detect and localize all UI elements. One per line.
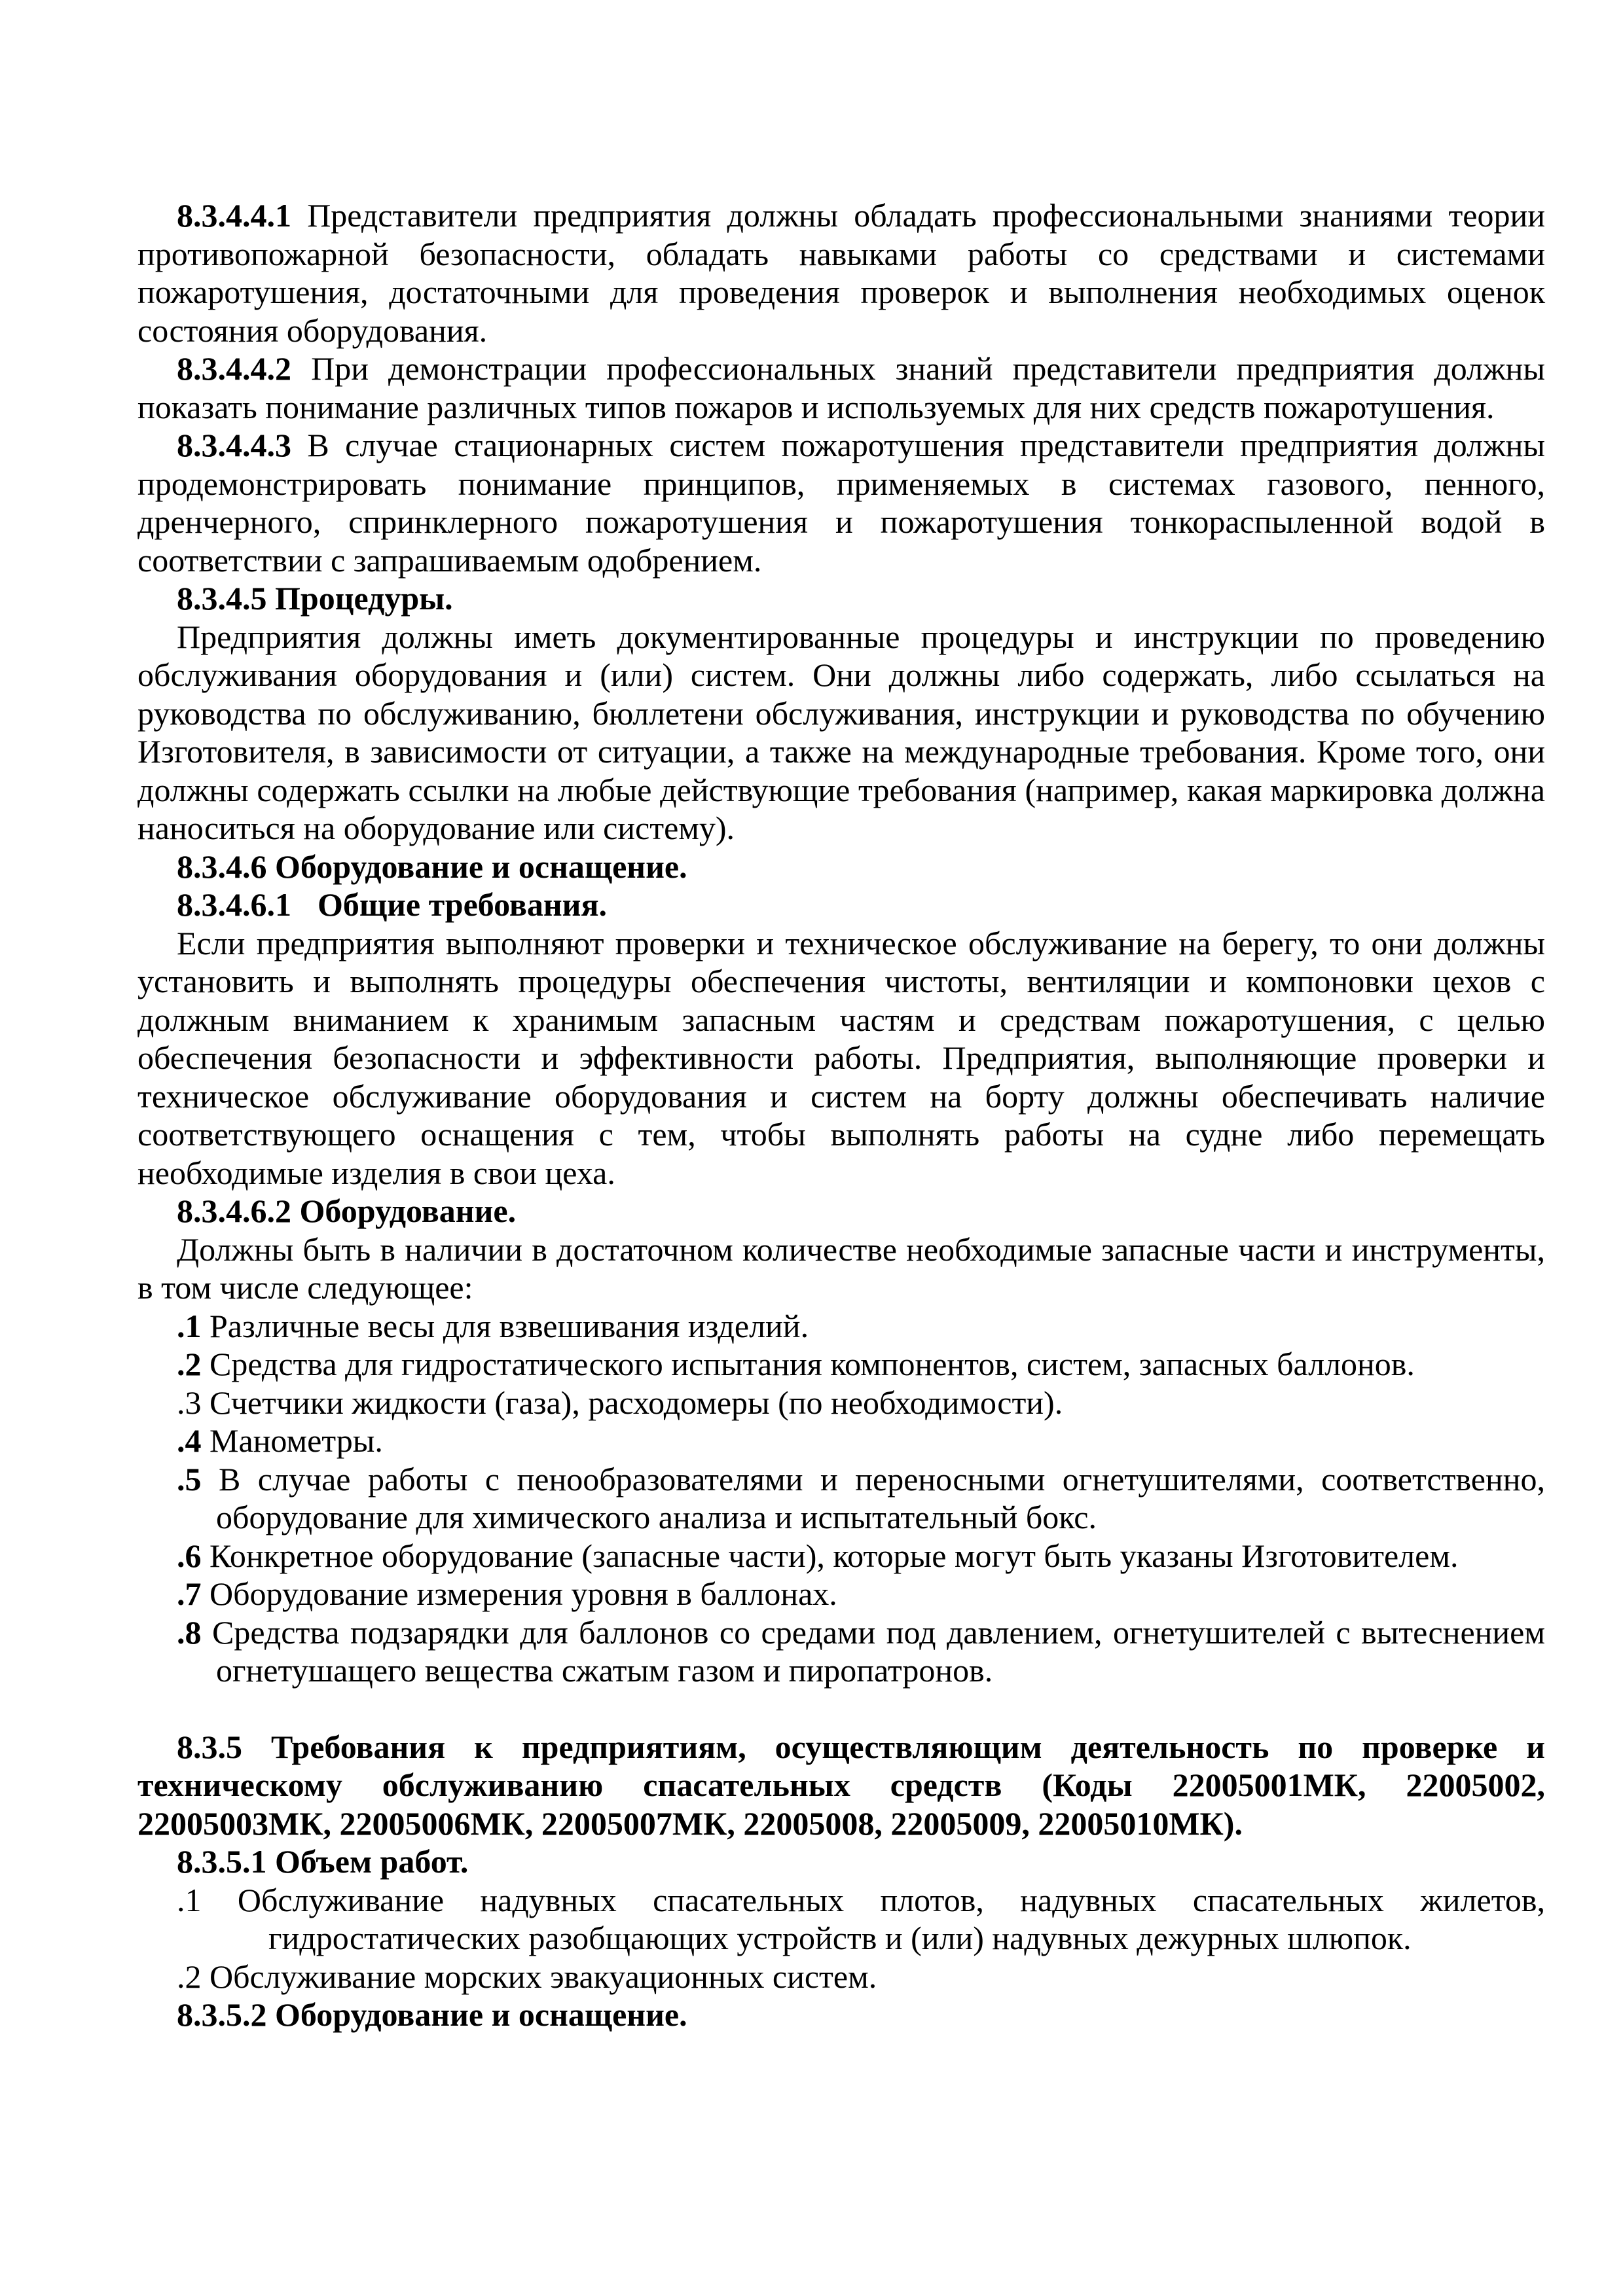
list-item-number: .7: [177, 1575, 202, 1612]
paragraph-8-3-4-4-1: [137, 196, 1545, 350]
clause-number: 8.3.4.4.1: [177, 197, 291, 234]
list-item-number: .5: [177, 1460, 202, 1498]
heading-procedures: 8.3.4.5 Процедуры.: [177, 580, 453, 617]
list-item-text: В случае работы с пенообразователями и переносными огнетушителями, соответственно, оборудование для химического анализа и испытательный бокс.: [201, 1460, 1545, 1535]
list-item: [137, 1345, 1545, 1384]
paragraph-8-3-4-4-3: [137, 426, 1545, 579]
paragraph-text: Представители предприятия должны обладать профессиональными знаниями теории противопожарной безопасности, обладать навыками работы со средствами и системами пожаротушения, достаточными для проведения проверок и выполнения необходимых оценок состояния оборудования.: [137, 197, 1545, 349]
clause-number: 8.3.4.6.1: [177, 886, 291, 923]
list-item-text: Обслуживание морских эвакуационных систем.: [201, 1958, 877, 1995]
list-item: [137, 1422, 1545, 1460]
list-item-number: .8: [177, 1613, 202, 1651]
list-item: [137, 1384, 1545, 1422]
list-item-text: Счетчики жидкости (газа), расходомеры (по необходимости).: [201, 1384, 1063, 1421]
list-item-text: Средства для гидростатического испытания компонентов, систем, запасных баллонов.: [201, 1346, 1415, 1382]
list-item: [137, 1881, 1545, 1958]
list-item: [137, 1958, 1545, 1996]
list-item: [137, 1460, 1545, 1537]
paragraph-equipment-tools: Должны быть в наличии в достаточном количестве необходимые запасные части и инструменты, в том числе следующее:: [137, 1230, 1545, 1306]
paragraph-text: При демонстрации профессиональных знаний представители предприятия должны показать понимание различных типов пожаров и используемых для них средств пожаротушения.: [137, 350, 1545, 425]
heading-general-requirements: [137, 886, 1545, 924]
heading-title: Общие требования.: [318, 886, 608, 923]
list-item-number: .1: [177, 1307, 202, 1344]
list-item: [137, 1613, 1545, 1690]
document-page: [137, 196, 1545, 2034]
heading-scope: 8.3.5.1 Объем работ.: [177, 1843, 469, 1880]
list-item-text: Обслуживание надувных спасательных плотов, надувных спасательных жилетов, гидростатических разобщающих устройств и (или) надувных дежурных шлюпок.: [201, 1881, 1545, 1956]
list-item-text: Средства подзарядки для баллонов со средами под давлением, огнетушителей с вытеснением огнетушащего вещества сжатым газом и пиропатронов.: [201, 1613, 1545, 1689]
heading-equipment-and-facilities: 8.3.5.2 Оборудование и оснащение.: [177, 1996, 687, 2033]
list-item-number: .3: [177, 1384, 202, 1421]
paragraph-text: В случае стационарных систем пожаротушения представители предприятия должны продемонстрировать понимание принципов, применяемых в системах газового, пенного, дренчерного, спринклерного пожаротушения и пожаротушения тонкораспыленной водой в соответствии с запрашиваемым одобрением.: [137, 427, 1545, 579]
paragraph-procedures: Предприятия должны иметь документированные процедуры и инструкции по проведению обслуживания оборудования и (или) систем. Они должны либо содержать, либо ссылаться на руководства по обслуживанию, бюллетени обслуживания, инструкции и руководства по обучению Изготовителя, в зависимости от ситуации, а также на международные требования. Кроме того, они должны содержать ссылки на любые действующие требования (например, какая маркировка должна наноситься на оборудование или систему).: [137, 618, 1545, 846]
list-item-number: .1: [177, 1881, 202, 1918]
heading-8-3-5: 8.3.5 Требования к предприятиям, осуществляющим деятельность по проверке и техническому обслуживанию спасательных средств (Коды 22005001МК, 22005002, 22005003МК, 22005006МК, 22005007МК, 22005008, 22005009, 22005010МК).: [137, 1728, 1545, 1842]
list-item-text: Конкретное оборудование (запасные части), которые могут быть указаны Изготовителем.: [201, 1537, 1459, 1574]
list-item-text: Различные весы для взвешивания изделий.: [201, 1307, 809, 1344]
clause-number: 8.3.4.4.2: [177, 350, 291, 387]
list-item-number: .2: [177, 1958, 202, 1995]
section-spacer: [137, 1690, 1545, 1728]
paragraph-8-3-4-4-2: [137, 350, 1545, 426]
clause-number: 8.3.4.4.3: [177, 427, 291, 463]
heading-equipment-tools: 8.3.4.6.2 Оборудование.: [177, 1193, 517, 1229]
list-item: [137, 1575, 1545, 1613]
list-item-text: Манометры.: [201, 1422, 383, 1459]
list-item-number: .2: [177, 1346, 202, 1382]
list-item-text: Оборудование измерения уровня в баллонах.: [201, 1575, 837, 1612]
list-item-number: .6: [177, 1537, 202, 1574]
list-item-number: .4: [177, 1422, 202, 1459]
list-item: [137, 1537, 1545, 1575]
paragraph-general-requirements: Если предприятия выполняют проверки и техническое обслуживание на берегу, то они должны установить и выполнять процедуры обеспечения чистоты, вентиляции и компоновки цехов с должным вниманием к хранимым запасным частям и средствам пожаротушения, с целью обеспечения безопасности и эффективности работы. Предприятия, выполняющие проверки и техническое обслуживание оборудования и систем на борту должны обеспечивать наличие соответствующего оснащения с тем, чтобы выполнять работы на судне либо перемещать необходимые изделия в свои цеха.: [137, 924, 1545, 1191]
list-item: [137, 1307, 1545, 1346]
heading-equipment: 8.3.4.6 Оборудование и оснащение.: [177, 848, 687, 885]
